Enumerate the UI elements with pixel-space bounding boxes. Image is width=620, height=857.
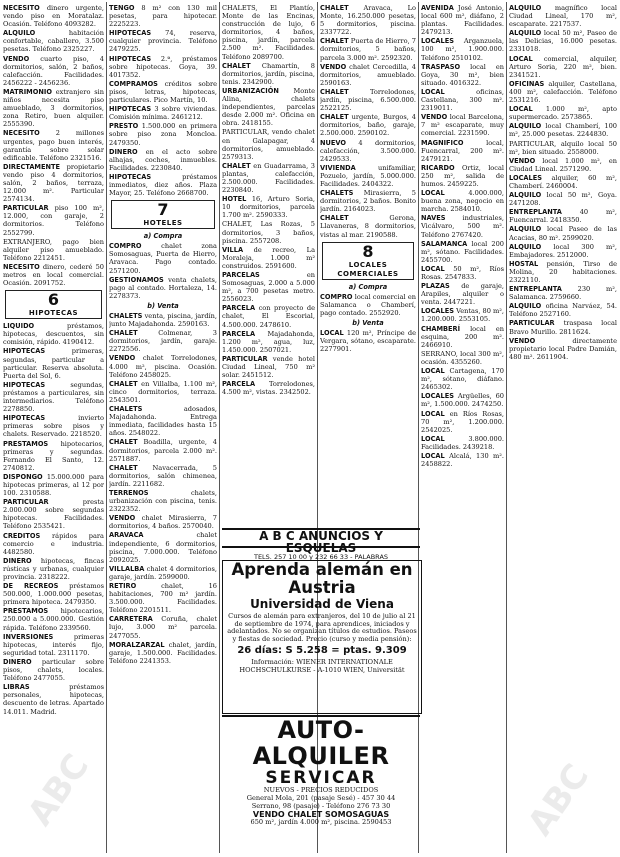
classified-ad: CHALET Puerta de Hierro, 7 dormitorios, 5 baños, parcela 3.000 m². 2592320. (320, 37, 416, 62)
classified-ad: HIPOTECAS préstamos inmediatos, diez años. Plaza Mayor, 25. Teléfono 2668700. (109, 172, 217, 198)
classified-ad: HOTEL 16, Arturo Soria, 10 dormitorios, parcela 1.700 m². 2590333. (222, 195, 315, 220)
classified-ad: ALQUILO local Chamberí, 100 m², 25.000 pesetas. 2244830. (509, 122, 617, 139)
austria-subhead: Universidad de Viena (250, 597, 394, 611)
classified-ad: VENDO cuarto piso, 4 dormitorios, salón, 2 baños, calefacción. Facilidades. 2456222 - 2456236. (3, 54, 104, 87)
classified-ad: CHALET, Las Rozas, 5 dormitorios, 3 baños, piscina. 2557208. (222, 220, 315, 245)
classified-ad: SERRANO, local 300 m², ocasión. 4355260. (421, 349, 504, 366)
classified-ad: CHALET Colmenar, 3 dormitorios, jardín, garaje. 2272556. (109, 329, 217, 354)
classified-ad: VILLA de recreo, La Moraleja, 1.000 m² construidos. 2591600. (222, 245, 315, 270)
classified-ad: NECESITO 2 millones urgentes, pago buen interés, garantía sobre solar edificable. Teléfono 2321516. (3, 129, 104, 162)
classified-ad: AVENIDA José Antonio, local 600 m², diáfano, 2 plantas. Facilidades. 2479213. (421, 4, 504, 37)
auto-rental-ad (222, 715, 420, 845)
classified-ad: LOCAL oficinas, Castellana, 300 m². 2319011. (421, 87, 504, 113)
classified-ad: CHALETS venta, piscina, jardín, junto Majadahonda. 2590163. (109, 312, 217, 329)
classified-ad: DINERO en el acto sobre alhajas, coches, inmuebles. Facilidades. 2230840. (109, 147, 217, 172)
classified-ad: ALQUILO local 50 m², Paseo de las Delicias, 16.000 pesetas. 2331018. (509, 29, 617, 54)
column-rule (506, 2, 507, 853)
abc-ads-banner (222, 528, 420, 561)
classified-ad: CHALETS, El Plantío, Monte de las Encinas, construcción de lujo, 6 dormitorios, 4 baños, piscina, jardín, parcela 2.500 m². Facilidades. Teléfono 2089700. (222, 4, 315, 61)
classified-ad: NUEVO 4 dormitorios, calefacción, 3.500.000. 2429533. (320, 138, 416, 163)
classified-ad: CHALET Torrelodones, jardín, piscina, 6.500.000. 2522125. (320, 87, 416, 113)
classified-ad: PRESTAMOS hipotecarios, primeras y segundas. Fernando El Santo, 12. 2740812. (3, 439, 104, 472)
classified-ad: LOCALES alquiler, 60 m², Chamberí. 2460004. (509, 173, 617, 190)
column-5 (421, 4, 504, 854)
classified-ad: DE RECREOS préstamos 500.000, 1.000.000 pesetas, primera hipoteca. 2479350. (3, 582, 104, 607)
column-3 (222, 4, 315, 526)
classified-ad: PARTICULAR traspasa local Bravo Murillo. 2811624. (509, 319, 617, 336)
classified-ad: VENDO local 1.000 m², en Ciudad Lineal. 2571290. (509, 156, 617, 173)
classified-ad: CHAMBERÍ local en esquina, 200 m². 2466910. (421, 324, 504, 349)
classified-ad: PARTICULAR presta 2.000.000 sobre segundas hipotecas. Facilidades. Teléfono 2535421. (3, 498, 104, 531)
column-2 (109, 4, 217, 854)
austria-price: 26 días: S 5.258 = ptas. 9.309 (237, 645, 407, 657)
classified-ad: OFICINAS alquiler, Castellana, 400 m², calefacción. Teléfono 2531216. (509, 79, 617, 105)
classified-ad: PLAZAS de garaje, Arapiles, alquiler o venta. 2447221. (421, 282, 504, 307)
classified-ad: LOCAL Alcalá, 130 m². 2458822. (421, 451, 504, 469)
classified-ad: DISPONGO 15.000.000 para hipotecas primeras, al 12 por 100. 2310588. (3, 472, 104, 498)
classified-ad: LOCAL comercial, alquiler, Arturo Soria, 220 m², bien. 2341521. (509, 54, 617, 79)
classified-ad: LOCAL en Ríos Rosas, 70 m², 1.200.000. 2542025. (421, 409, 504, 434)
austria-contact: Información: WIENER INTERNATIONALE HOCHSCHULKURSE - A-1010 WIEN, Universität (239, 658, 405, 674)
subsection-header: a) Compra (143, 232, 183, 241)
classified-ad: CHALETS Mirasierra, 5 dormitorios, 2 baños. Bonito jardín. 2164023. (320, 189, 416, 214)
classified-ad: CHALET en Villalba, 1.100 m², cinco dormitorios, terraza. 2543501. (109, 379, 217, 404)
classified-ad: RICARDO Ortiz, local 250 m², salida de humos. 2459225. (421, 163, 504, 188)
watermark-logo: ABC (520, 756, 598, 844)
section-header (322, 242, 414, 280)
classified-ad: VENDO chalet Mirasierra, 7 dormitorios, 4 baños. 2570040. (109, 514, 217, 531)
auto-line-2: General Mola, 201 (pasaje Sesé) - 457 30 44 (246, 793, 396, 802)
classified-ad: LOCAL 1.000 m², apto supermercado. 2573865. (509, 105, 617, 122)
abc-ads-phones: TELS. 257 10 00 y 232 66 33 - PALABRAS (253, 553, 389, 561)
classified-ad: LOCALES Arganzuela, 100 m², 1.900.000. Teléfono 2510102. (421, 37, 504, 62)
classified-ad: CHALET Aravaca, Lo Monte, 16.250.000 pesetas, 5 dormitorios, piscina. 2337722. (320, 4, 416, 37)
classified-ad: CHALET Boadilla, urgente, 4 dormitorios, parcela 2.000 m². 2571887. (109, 438, 217, 463)
section-label: HIPOTECAS (28, 309, 79, 318)
classified-ad: MATRIMONIO extranjero sin niños necesita piso amueblado, 3 dormitorios, zona Retiro, buen alquiler. 2555390. (3, 87, 104, 129)
classified-ad: NAVES industriales, Vicálvaro, 500 m². Teléfono 2767420. (421, 214, 504, 239)
classified-ad: COMPRO local comercial en Salamanca o Chamberí, pago contado. 2552920. (320, 292, 416, 317)
classified-ad: LOCALES Argüelles, 60 m², 1.500.000. 2474250. (421, 392, 504, 409)
section-number: 6 (47, 290, 60, 310)
classified-ad: HIPOTECAS 3 sobre viviendas. Comisión mínima. 2461212. (109, 105, 217, 122)
classified-ad: HIPOTECAS segundas, préstamos a particulares, sin intermediarios. Teléfono 2278850. (3, 380, 104, 414)
auto-subhead: SERVICAR (265, 768, 377, 788)
austria-course-ad (222, 560, 422, 714)
classified-ad: VENDO directamente propietario local Padre Damián, 480 m². 2611904. (509, 336, 617, 361)
classified-ad: PARTICULAR piso 100 m², 12.000, con garaje, 2 dormitorios. Teléfono 2552799. (3, 204, 104, 237)
auto-footer-2: 650 m², jardín 4.000 m², piscina. 2590453 (250, 818, 392, 827)
classified-ad: PARTICULAR vende hotel Ciudad Lineal, 750 m² solar. 2451512. (222, 354, 315, 380)
column-rule (106, 2, 107, 853)
classified-ad: CREDITOS rápidos para comercio e industria. 4482580. (3, 531, 104, 556)
watermark-logo: ABC (20, 746, 98, 834)
classified-ad: ALQUILO local Paseo de las Acacias, 80 m². 2599020. (509, 225, 617, 242)
classified-ad: VENDO local Barcelona, 7 m² escaparate, muy comercial. 2231590. (421, 113, 504, 138)
classified-ad: CARRETERA Coruña, chalet lujo, 3.000 m² parcela. 2477055. (109, 615, 217, 640)
austria-headline: Aprenda alemán en Austria (231, 560, 413, 597)
classified-ad: HIPOTECAS 74, reserva, cualquier provincia. Teléfono 2479225. (109, 29, 217, 54)
classified-ad: VENDO chalet Cercedilla, 4 dormitorios, amueblado. 2590163. (320, 62, 416, 87)
classified-ad: ALQUILO habitación confortable, caballero, 3.500 pesetas. Teléfono 2325227. (3, 29, 104, 54)
classified-ad: NECESITO dinero urgente, vendo piso en Moratalaz. Ocasión. Teléfono 4093282. (3, 4, 104, 29)
classified-ad: ENTREPLANTA 40 m², Fuencarral. 2418350. (509, 208, 617, 225)
classified-ad: DINERO hipotecas, fincas rústicas y urbanas, cualquier provincia. 2318222. (3, 556, 104, 581)
classified-ad: HOSTAL pensión, Tirso de Molina, 20 habitaciones. 2322110. (509, 259, 617, 284)
classified-ad: SALAMANCA local 200 m², sótano. Facilidades. 2455700. (421, 239, 504, 264)
section-label: LOCALES COMERCIALES (337, 260, 399, 278)
classified-ad: ALQUILO local 300 m², Embajadores. 2512000. (509, 242, 617, 259)
section-number: 7 (157, 200, 169, 220)
classified-ad: CHALET Navacerrada, 5 dormitorios, salón chimenea, jardín. 2211682. (109, 463, 217, 488)
classified-ad: LIQUIDO préstamos, hipotecas, descuentos, sin comisión, rápido. 4190412. (3, 322, 104, 347)
classified-ad: NECESITO dinero, cederé 50 metros en local comercial. Ocasión. 2091752. (3, 262, 104, 288)
section-number: 8 (362, 241, 374, 261)
classified-ad: LOCAL 120 m², Príncipe de Vergara, sótano, escaparate. 2277901. (320, 329, 416, 354)
classified-ad: LOCAL 50 m², Ríos Rosas. 2547833. (421, 264, 504, 281)
classified-ad: CHALET Chamartín, 8 dormitorios, jardín, piscina, tenis. 2342900. (222, 61, 315, 86)
classified-ad: LOCALES Ventas, 80 m², 1.200.000. 2553105. (421, 307, 504, 324)
classified-ad: COMPRO chalet zona Somosaguas, Puerta de Hierro, Aravaca. Pago contado. 2571200. (109, 242, 217, 275)
classified-ad: INVERSIONES primeras hipotecas, interés fijo, seguridad total. 2311170. (3, 632, 104, 657)
auto-line-3: Serrano, 98 (pasaje) - Teléfono 276 73 30 (251, 801, 391, 810)
column-rule (219, 2, 220, 853)
auto-line-1: NUEVOS - PRECIOS REDUCIDOS (263, 786, 379, 794)
classified-ad: HIPOTECAS invierto primeras sobre pisos y chalets. Reservado. 2218520. (3, 414, 104, 439)
classified-ad: LOCAL Cartagena, 170 m², sótano, diáfano. 2465302. (421, 367, 504, 392)
classified-ad: VILLALBA chalet 4 dormitorios, garaje, jardín. 2599000. (109, 564, 217, 581)
classified-ad: CHALET en Guadarrama, 3 plantas, calefacción, 2.500.000. Facilidades. 2230840. (222, 161, 315, 195)
classified-ad: CHALETS adosados, Majadahonda. Entrega inmediata, facilidades hasta 15 años. 2548022. (109, 405, 217, 438)
classified-ad: URBANIZACIÓN Monte Alina, chalets independientes, parcelas desde 2.000 m². Oficina en obra. 2418155. (222, 86, 315, 128)
austria-body: Cursos de alemán para extranjeros, del 10 de julio al 21 de septiembre de 1974, para aprendices, iniciados y adelantados. No se organizan títulos de estudios. Paseos y fiestas de sociedad. Precio (curso y media pensión): (227, 612, 417, 643)
section-header (5, 290, 102, 319)
classified-ad: PRESTAMOS hipotecarios, 250.000 a 5.000.000. Gestión rápida. Teléfono 2339560. (3, 607, 104, 632)
classified-ad: LOCAL 3.800.000. Facilidades. 2439218. (421, 434, 504, 451)
section-header (111, 200, 215, 229)
classified-ad: LIBRAS préstamos personales, hipotecas, descuento de letras. Apartado 14.011. Madrid. (3, 683, 104, 716)
column-4 (320, 4, 416, 526)
classified-ad: ENTREPLANTA 230 m², Salamanca. 2759660. (509, 285, 617, 302)
classified-ad: COMPRAMOS créditos sobre pisos, letras, hipotecas, particulares. Pico Martín, 10. (109, 79, 217, 105)
classified-ad: EXTRANJERO, pago bien alquiler piso amueblado. Teléfono 2212451. (3, 237, 104, 262)
classified-ad: HIPOTECAS primeras, segundas, particular a particular. Reserva absoluta. Puerta del Sol, 6. (3, 347, 104, 380)
column-1 (3, 4, 104, 854)
section-label: HOTELES (143, 219, 183, 228)
classified-ad: ALQUILO local 50 m², Goya. 2471208. (509, 191, 617, 208)
classified-ad: RETIRO chalet, 16 habitaciones, 700 m² jardín. 3.500.000. Facilidades. Teléfono 2201511. (109, 582, 217, 615)
subsection-header: a) Compra (348, 282, 388, 291)
classified-ad: VENDO chalet Torrelodones, 4.000 m², piscina. Ocasión. Teléfono 2458025. (109, 354, 217, 379)
classified-ad: VIVIENDA unifamiliar, Pozuelo, jardín, 5.000.000. Facilidades. 2404322. (320, 163, 416, 188)
classified-ad: PARTICULAR, alquilo local 50 m², bien situado. 2558000. (509, 139, 617, 156)
subsection-header: b) Venta (352, 319, 384, 327)
classified-ad: MAGNIFICO local, Fuencarral, 200 m². 2479121. (421, 138, 504, 163)
classified-ad: PRESTO 1.500.000 en primera sobre piso zona Moncloa. 2479350. (109, 122, 217, 147)
classified-ad: DINERO particular sobre pisos, chalets, locales. Teléfono 2477055. (3, 657, 104, 683)
classified-ad: CHALET urgente, Burgos, 4 dormitorios, baño, garaje, 2.500.000. 2590102. (320, 113, 416, 138)
classified-ad: DIRECTAMENTE propietario vendo piso 4 dormitorios, salón, 2 baños, terraza, 12.000 m². Particular 2574134. (3, 162, 104, 204)
classified-ad: HIPOTECAS 2.ª, préstamos sobre hipotecas. Goya, 39. 4017352. (109, 54, 217, 79)
classified-ad: TRASPASO local en Goya, 30 m², bien situado. 4016322. (421, 62, 504, 87)
classified-ad: ALQUILO magnífico local Ciudad Lineal, 170 m², escaparate. 2217537. (509, 4, 617, 29)
classified-ad: TERRENOS chalets, urbanización con piscina, tenis. 2322352. (109, 488, 217, 514)
classified-ad: PARCELA Torrelodones, 4.500 m², vistas. 2342502. (222, 380, 315, 397)
classified-ad: CHALET Gerona, Llavaneras, 8 dormitorios, vistas al mar. 2190588. (320, 214, 416, 239)
classified-ad: PARTICULAR, vendo chalet en Galapagar, 4 dormitorios, amueblado. 2579313. (222, 128, 315, 161)
column-6 (509, 4, 617, 854)
auto-footer: VENDO CHALET SOMOSAGUAS (252, 810, 390, 820)
classified-ad: ALQUILO oficina Narváez, 54. Teléfono 2527160. (509, 302, 617, 319)
classified-ad: GESTIONAMOS venta chalets, pago al contado. Hortaleza, 14. 2278373. (109, 275, 217, 300)
classified-ad: LOCAL 4.000.000, buena zona, negocio en marcha. 2584010. (421, 189, 504, 214)
auto-headline: AUTO-ALQUILER (252, 716, 390, 770)
abc-ads-title: A B C ANUNCIOS Y ESQUELAS (259, 529, 383, 555)
classified-ad: TENGO 8 m² con 130 mil pesetas, para hipotecar. 2225223. (109, 4, 217, 29)
classified-ad: PARCELA Majadahonda, 1.200 m², agua, luz, 1.450.000. 2507021. (222, 329, 315, 354)
classified-ad: ARAVACA chalet independiente, 6 dormitorios, piscina, 7.000.000. Teléfono 2092025. (109, 531, 217, 564)
classified-ad: MORALZARZAL chalet, jardín, garaje, 1.500.000. Facilidades. Teléfono 2241353. (109, 640, 217, 665)
classified-ad: PARCELA con proyecto de chalet, El Escorial, 4.500.000. 2478610. (222, 304, 315, 329)
classified-ad: PARCELAS en Somosaguas, 2.000 a 5.000 m², a 700 pesetas metro. 2556023. (222, 271, 315, 304)
subsection-header: b) Venta (147, 301, 179, 310)
